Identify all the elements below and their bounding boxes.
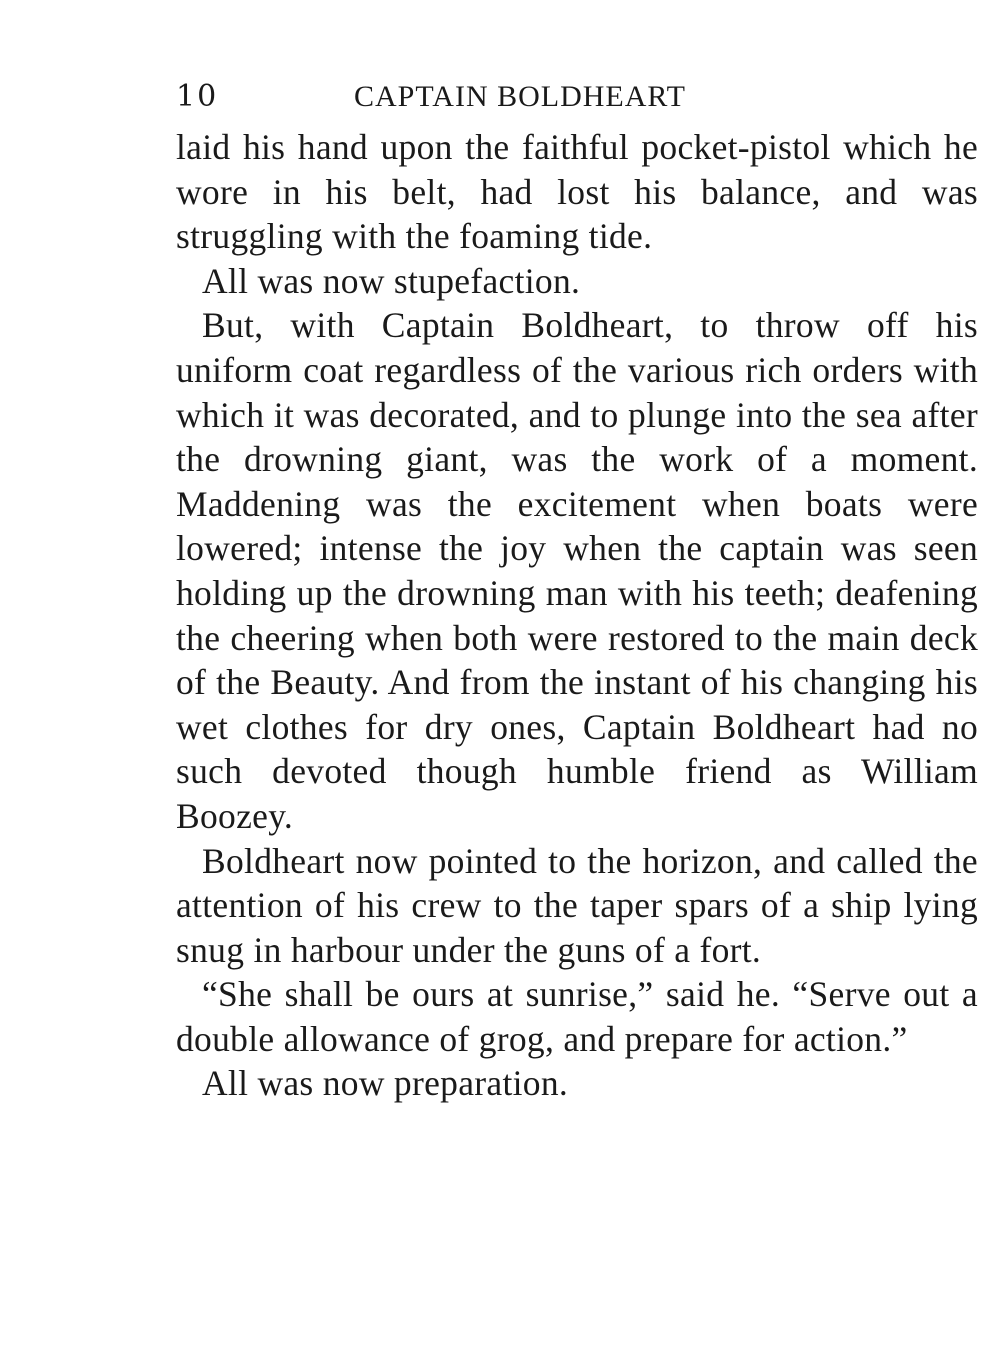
paragraph-continuation: laid his hand upon the faithful pocket-pistol which he wore in his belt, had lost his balance, and was struggling with the foaming tide. [176, 127, 978, 257]
page-number: 10 [176, 79, 219, 114]
running-head [176, 72, 976, 122]
paragraph-preparation: All was now preparation. [202, 1063, 569, 1104]
body-text [176, 125, 978, 1106]
paragraph-stupefaction: All was now stupefaction. [202, 260, 581, 301]
paragraph-rescue: But, with Captain Boldheart, to throw off his uniform coat regardless of the various rich orders with which it was decorated, and to plunge into the sea after the drowning giant, was the work of a moment. Maddening was the excitement when boats were lowered; intense the joy when the captain was seen holding up the drowning man with his teeth; deafening the cheering when both were restored to the main deck of the Beauty. And from the instant of his changing his wet clothes for dry ones, Captain Boldheart had no such devoted though humble friend as William Boozey. [176, 305, 978, 836]
paragraph-dialogue: “She shall be ours at sunrise,” said he. “Serve out a double allowance of grog, and prepare for action.” [176, 974, 978, 1059]
running-title: CAPTAIN BOLDHEART [354, 80, 686, 113]
paragraph-horizon: Boldheart now pointed to the horizon, and called the attention of his crew to the taper spars of a ship lying snug in harbour under the guns of a fort. [176, 840, 978, 970]
